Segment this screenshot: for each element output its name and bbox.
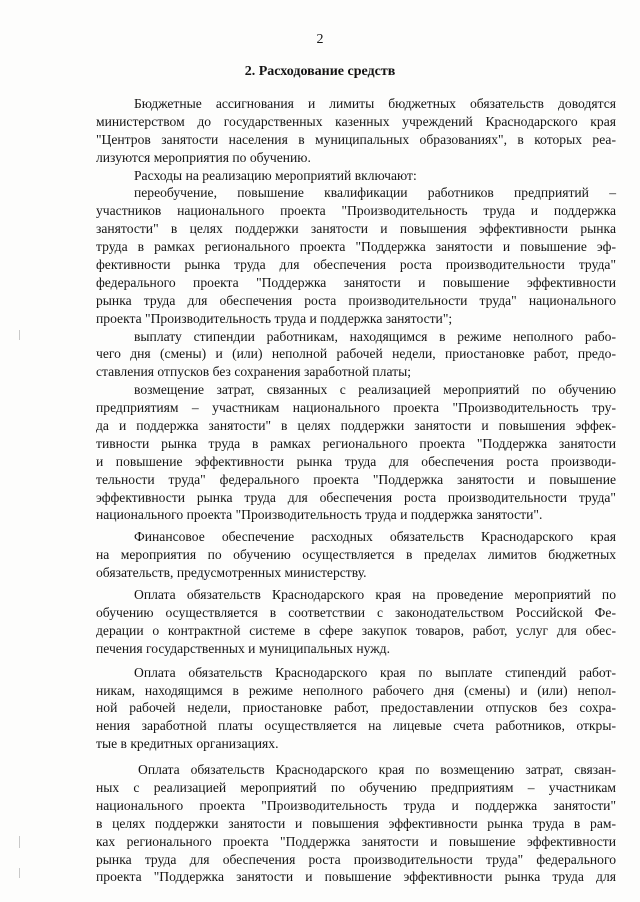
text-line: национального проекта "Производительность труда и поддержка занятости" [96,797,616,813]
text-line: переобучение, повышение квалификации работников предприятий – [134,185,616,201]
paragraph-retraining [96,184,616,327]
text-line: Оплата обязательств Краснодарского края на проведение мероприятий по [134,587,616,603]
paragraph-payment-stipends [96,664,616,753]
paragraph-budget-allocation [96,95,616,167]
scan-margin-mark [19,868,20,878]
text-line: Финансовое обеспечение расходных обязательств Краснодарского края [134,529,616,545]
text-line: печения государственных и муниципальных нужд. [96,640,390,656]
text-line: занятости" в целях поддержки занятости и повышения эффективности рынка [96,221,616,237]
text-line: Оплата обязательств Краснодарского края по возмещению затрат, связан- [138,762,616,778]
text-line: Оплата обязательств Краснодарского края по выплате стипендий работ- [134,664,616,680]
text-line: тые в кредитных организациях. [96,736,279,752]
text-line: ных с реализацией мероприятий по обучению предприятиям – участникам [96,779,616,795]
text-line: дерации о контрактной системе в сфере закупок товаров, работ, услуг для обес- [96,622,616,638]
text-line: обязательств, предусмотренных министерству. [96,565,367,581]
paragraph-expenses-intro [96,167,616,185]
text-line: рынка труда для обеспечения роста производительности труда" федерального [96,851,616,867]
text-line: возмещение затрат, связанных с реализацией мероприятий по обучению [134,382,616,398]
text-line: федерального проекта "Поддержка занятости и повышение эффективности [96,274,616,290]
text-line: "Центров занятости населения в муниципальных образованиях", в которых реа- [96,131,616,147]
text-line: да и поддержка занятости" в целях поддержки занятости и повышения эффек- [96,418,616,434]
text-line: чего дня (смены) и (или) неполной рабочей недели, приостановке работ, предо- [96,346,616,362]
text-line: предприятиям – участникам национального проекта "Производительность тру- [96,400,616,416]
text-line: проекта "Поддержка занятости и повышение эффективности рынка труда для [96,869,616,885]
text-line: рынка труда для обеспечения роста производительности труда" национального [96,292,616,308]
text-line: выплату стипендии работникам, находящимся в режиме неполного рабо- [134,328,616,344]
text-line: никам, находящимся в режиме неполного рабочего дня (смены) и (или) непол- [96,682,616,698]
paragraph-financing [96,528,616,582]
text-line: министерством до государственных казенных учреждений Краснодарского края [96,113,616,129]
text-line: на мероприятия по обучению осуществляется в пределах лимитов бюджетных [96,547,616,563]
page-number: 2 [316,32,324,47]
document-body [96,95,616,886]
text-line: ставления отпусков без сохранения заработной платы; [96,364,411,380]
text-line: проекта "Производительность труда и поддержка занятости"; [96,310,453,326]
paragraph-payment-procurement [96,586,616,658]
text-line: Расходы на реализацию мероприятий включают: [134,167,417,183]
paragraph-payment-compensation [96,761,616,886]
text-line: ках регионального проекта "Поддержка занятости и повышение эффективности [96,833,616,849]
text-line: Бюджетные ассигнования и лимиты бюджетных обязательств доводятся [134,96,616,111]
text-line: в целях поддержки занятости и повышения эффективности рынка труда в рам- [96,815,616,831]
text-line: тивности рынка труда в рамках регионального проекта "Поддержка занятости [96,435,616,451]
scan-margin-mark [19,836,20,848]
text-line: и повышение эффективности рынка труда для обеспечения роста производи- [96,453,616,469]
paragraph-stipend [96,328,616,382]
text-line: фективности рынка труда для обеспечения роста производительности труда" [96,257,616,273]
text-line: лизуются мероприятия по обучению. [96,149,311,165]
text-line: эффективности рынка труда для обеспечения роста производительности труда" [96,489,616,505]
text-line: национального проекта "Производительность труда и поддержка занятости". [96,507,543,523]
text-line: труда в рамках регионального проекта "Поддержка занятости и повышение эф- [96,239,616,255]
text-line: обучению осуществляется в соответствии с законодательством Российской Фе- [96,604,616,620]
text-line: ной рабочей недели, приостановке работ, предоставлении отпусков без сохра- [96,700,616,716]
scan-margin-mark [19,330,20,340]
text-line: участников национального проекта "Производительность труда и поддержка [96,203,616,219]
paragraph-compensation [96,381,616,524]
text-line: тельности труда" федерального проекта "Поддержка занятости и повышение [96,471,616,487]
text-line: нения заработной платы осуществляется на лицевые счета работников, откры- [96,718,616,734]
section-heading: 2. Расходование средств [244,64,396,79]
